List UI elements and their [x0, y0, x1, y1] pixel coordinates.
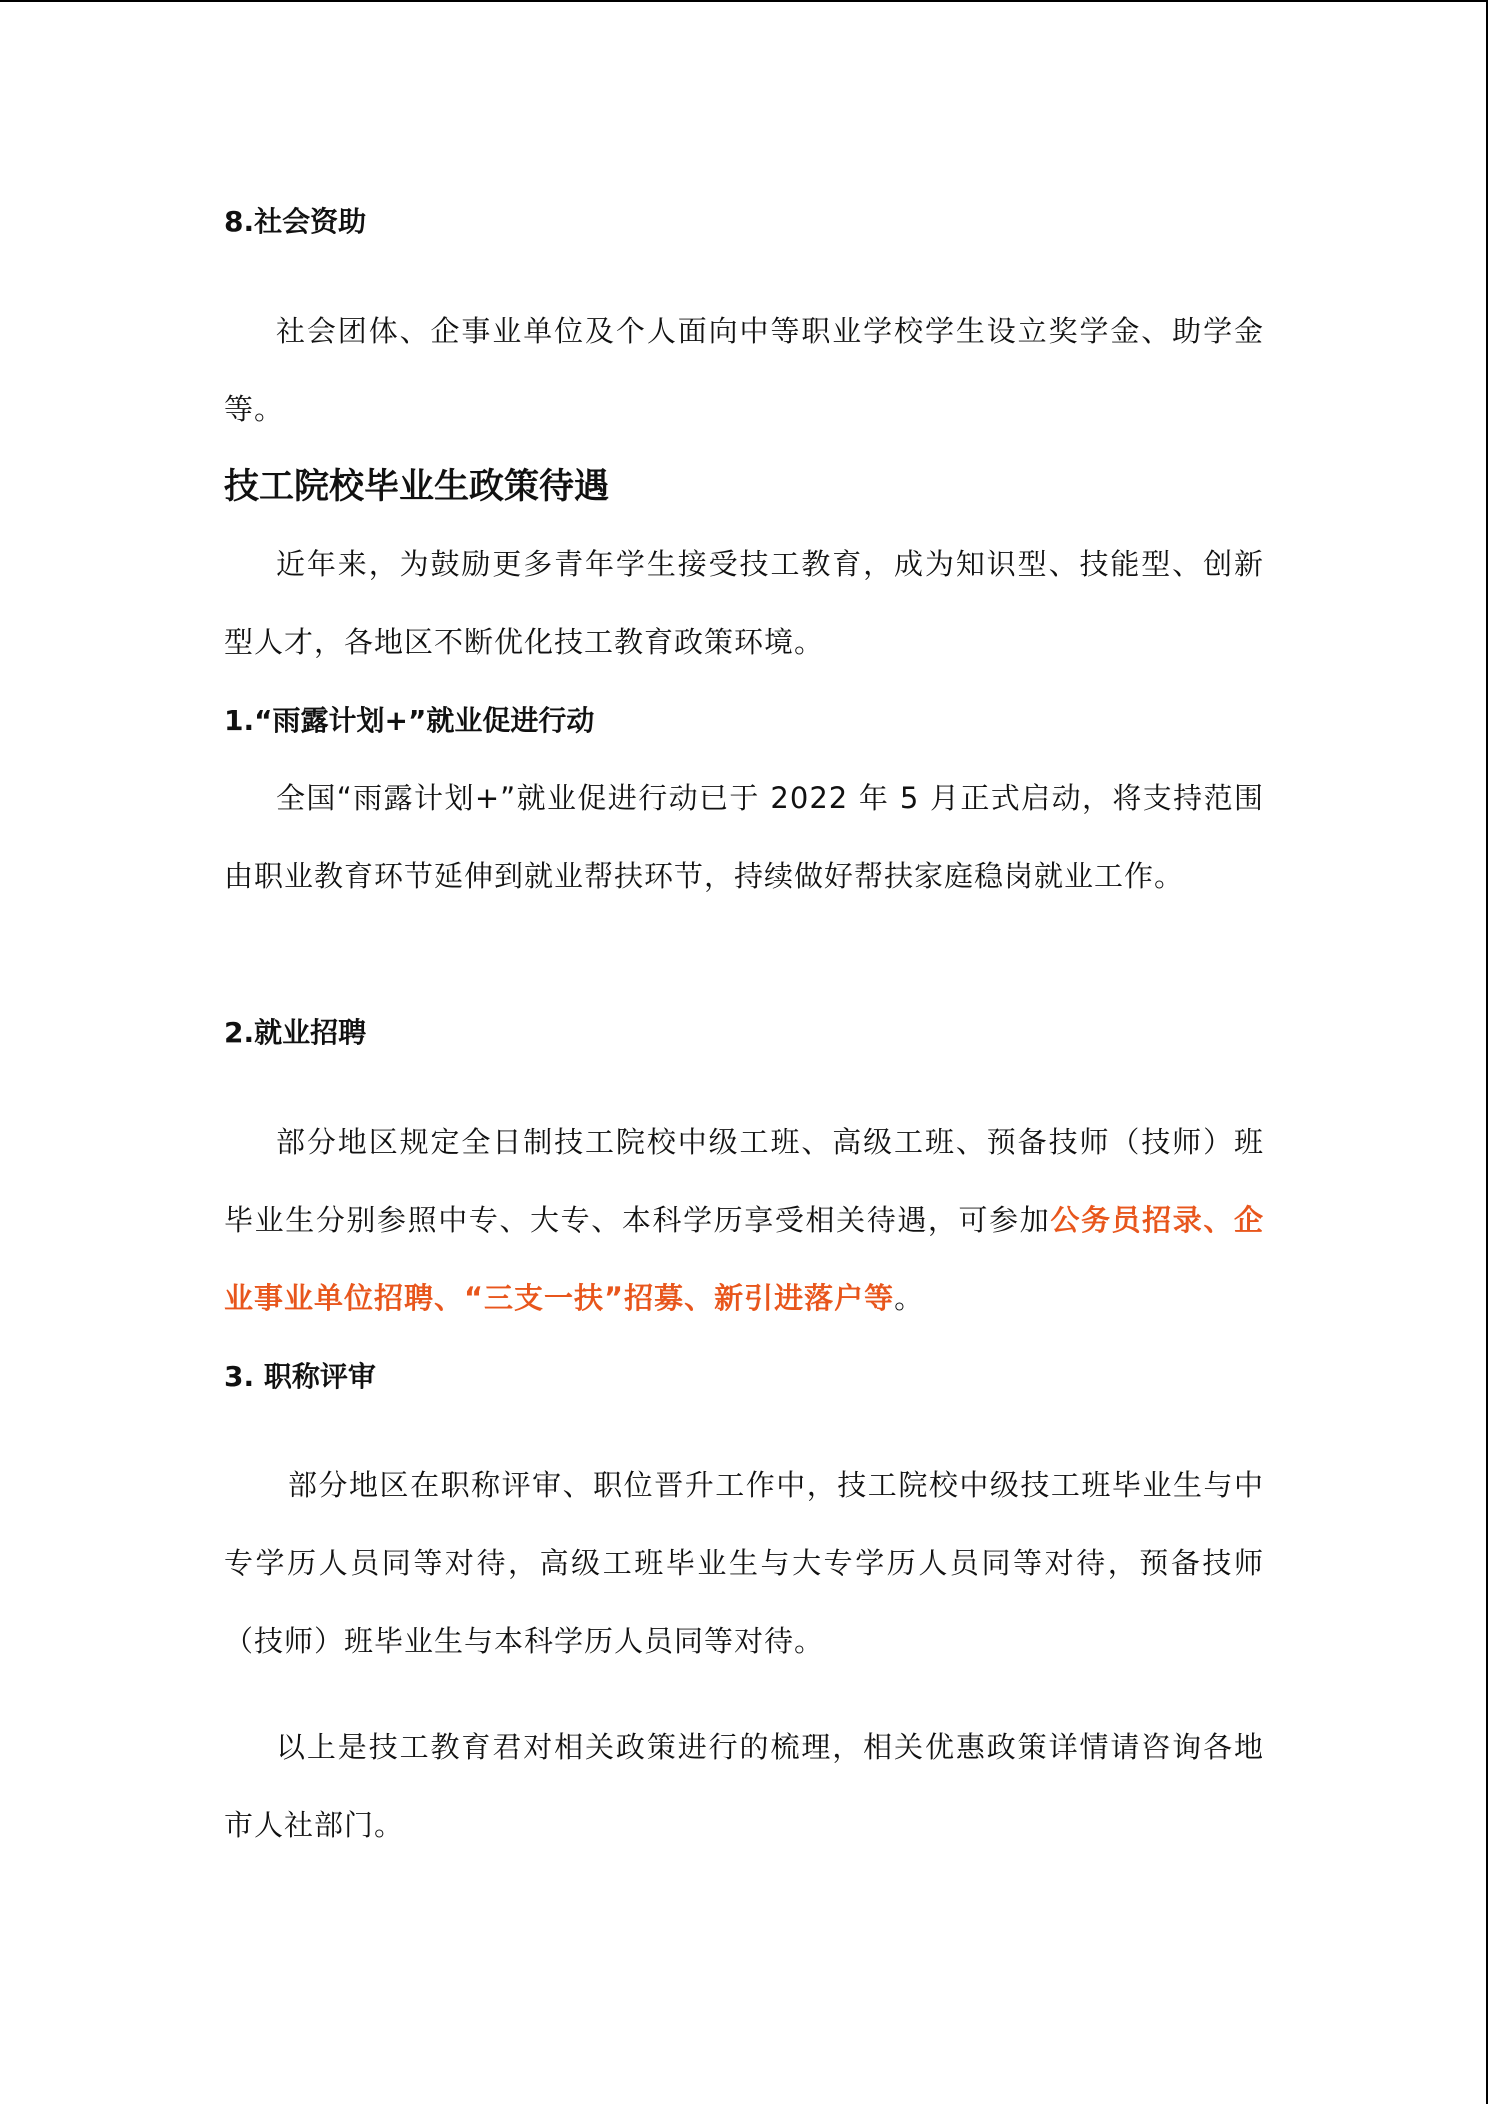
paragraph-yulu-plan: 全国“雨露计划+”就业促进行动已于 2022 年 5 月正式启动，将支持范围由职业教育环节延伸到就业帮扶环节，持续做好帮扶家庭稳岗就业工作。 — [224, 781, 1264, 893]
paragraph-intro: 近年来，为鼓励更多青年学生接受技工教育，成为知识型、技能型、创新型人才，各地区不断优化技工教育政策环境。 — [224, 547, 1264, 659]
paragraph-closing: 以上是技工教育君对相关政策进行的梳理，相关优惠政策详情请咨询各地市人社部门。 — [224, 1730, 1264, 1842]
paragraph-employment — [224, 1103, 1264, 1337]
heading-title-review: 3. 职称评审 — [224, 1360, 376, 1393]
heading-yulu-plan: 1.“雨露计划+”就业促进行动 — [224, 704, 595, 737]
employment-text-end: 。 — [894, 1281, 925, 1315]
paragraph-social-aid: 社会团体、企事业单位及个人面向中等职业学校学生设立奖学金、助学金等。 — [224, 314, 1264, 426]
paragraph-title-review: 部分地区在职称评审、职位晋升工作中，技工院校中级技工班毕业生与中专学历人员同等对待，高级工班毕业生与大专学历人员同等对待，预备技师（技师）班毕业生与本科学历人员同等对待。 — [224, 1468, 1264, 1658]
heading-social-aid: 8.社会资助 — [224, 205, 367, 238]
employment-highlight: 公务员招录、企业事业单位招聘、“三支一扶”招募、新引进落户等 — [224, 1203, 1264, 1315]
employment-text: 部分地区规定全日制技工院校中级工班、高级工班、预备技师（技师）班毕业生分别参照中专、大专、本科学历享受相关待遇，可参加 — [224, 1125, 1264, 1237]
heading-employment: 2.就业招聘 — [224, 1016, 367, 1049]
section-title: 技工院校毕业生政策待遇 — [224, 467, 610, 507]
